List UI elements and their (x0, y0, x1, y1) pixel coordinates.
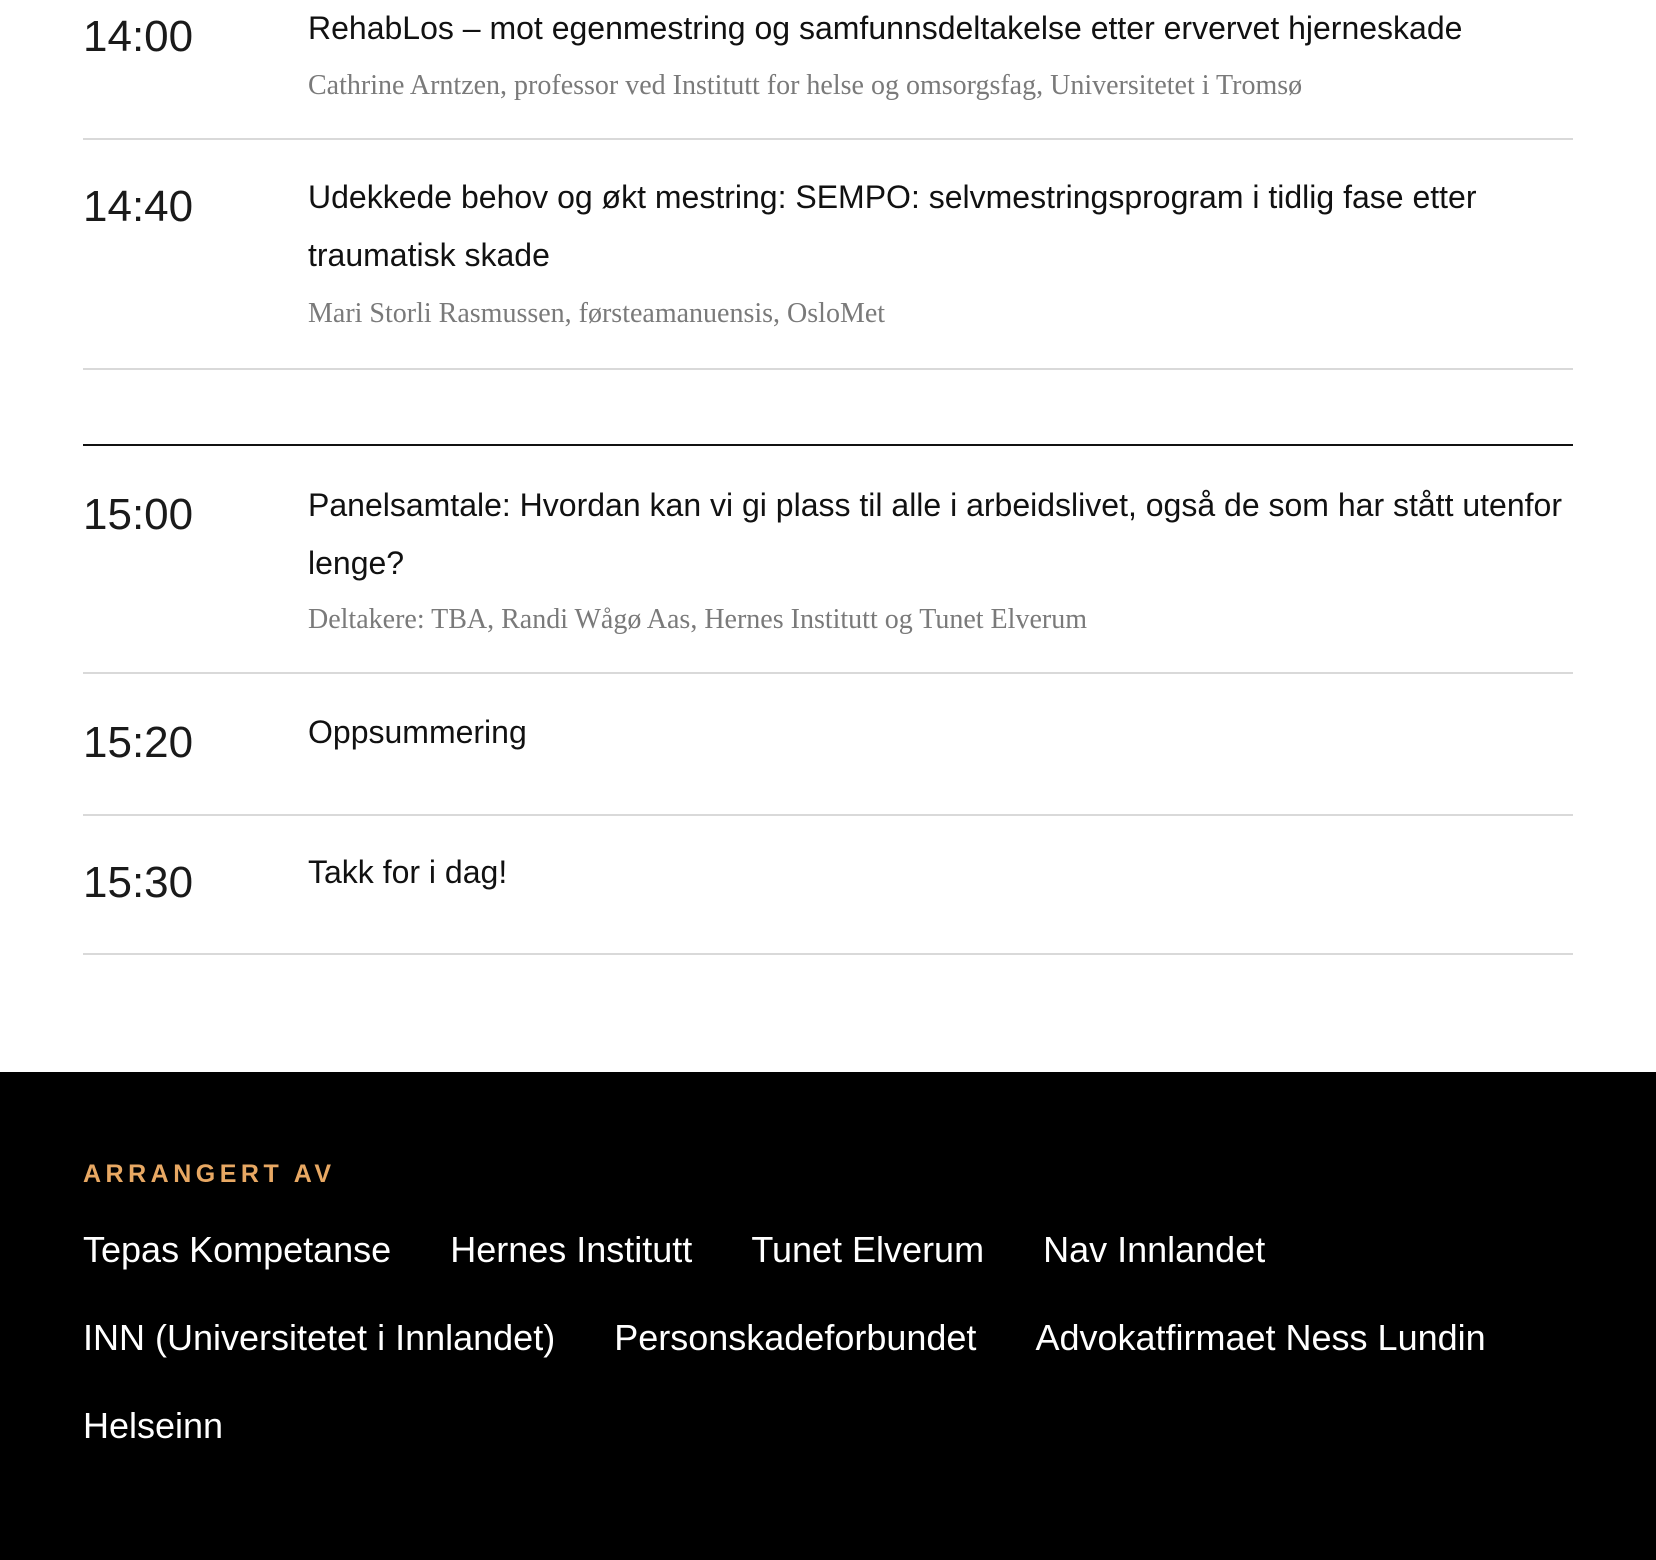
program-speaker: Deltakere: TBA, Randi Wågø Aas, Hernes Institutt og Tunet Elverum (308, 604, 1087, 635)
program-title: Oppsummering (308, 714, 527, 750)
footer-heading: ARRANGERT AV (83, 1160, 336, 1188)
program-title: Takk for i dag! (308, 854, 508, 890)
program-item (83, 0, 1573, 140)
footer (0, 1072, 1656, 1560)
organizer-link[interactable]: Tunet Elverum (751, 1229, 985, 1270)
program-item (83, 674, 1573, 816)
organizer-link[interactable]: Helseinn (83, 1405, 224, 1446)
organizer-link[interactable]: Nav Innlandet (1043, 1229, 1266, 1270)
program-title: Udekkede behov og økt mestring: SEMPO: selvmestringsprogram i tidlig fase etter traumatisk skade (308, 179, 1477, 273)
program-time: 15:30 (83, 858, 194, 907)
program-item (83, 816, 1573, 955)
organizer-link[interactable]: INN (Universitetet i Innlandet) (83, 1317, 556, 1358)
organizer-list (83, 1206, 1573, 1470)
program-item (83, 446, 1573, 674)
program-speaker: Cathrine Arntzen, professor ved Institutt for helse og omsorgsfag, Universitetet i Tromsø (308, 70, 1303, 101)
program-title: RehabLos – mot egenmestring og samfunnsdeltakelse etter ervervet hjerneskade (308, 10, 1463, 46)
program-time: 15:20 (83, 718, 194, 767)
program-time: 14:00 (83, 12, 194, 61)
program-item (83, 140, 1573, 370)
program-time: 15:00 (83, 490, 194, 539)
organizer-link[interactable]: Advokatfirmaet Ness Lundin (1035, 1317, 1486, 1358)
organizer-link[interactable]: Tepas Kompetanse (83, 1229, 392, 1270)
program-time: 14:40 (83, 182, 194, 231)
program-title: Panelsamtale: Hvordan kan vi gi plass til alle i arbeidslivet, også de som har stått utenfor lenge? (308, 487, 1562, 581)
organizer-link[interactable]: Hernes Institutt (450, 1229, 693, 1270)
organizer-link[interactable]: Personskadeforbundet (614, 1317, 977, 1358)
program-speaker: Mari Storli Rasmussen, førsteamanuensis, OsloMet (308, 298, 886, 329)
